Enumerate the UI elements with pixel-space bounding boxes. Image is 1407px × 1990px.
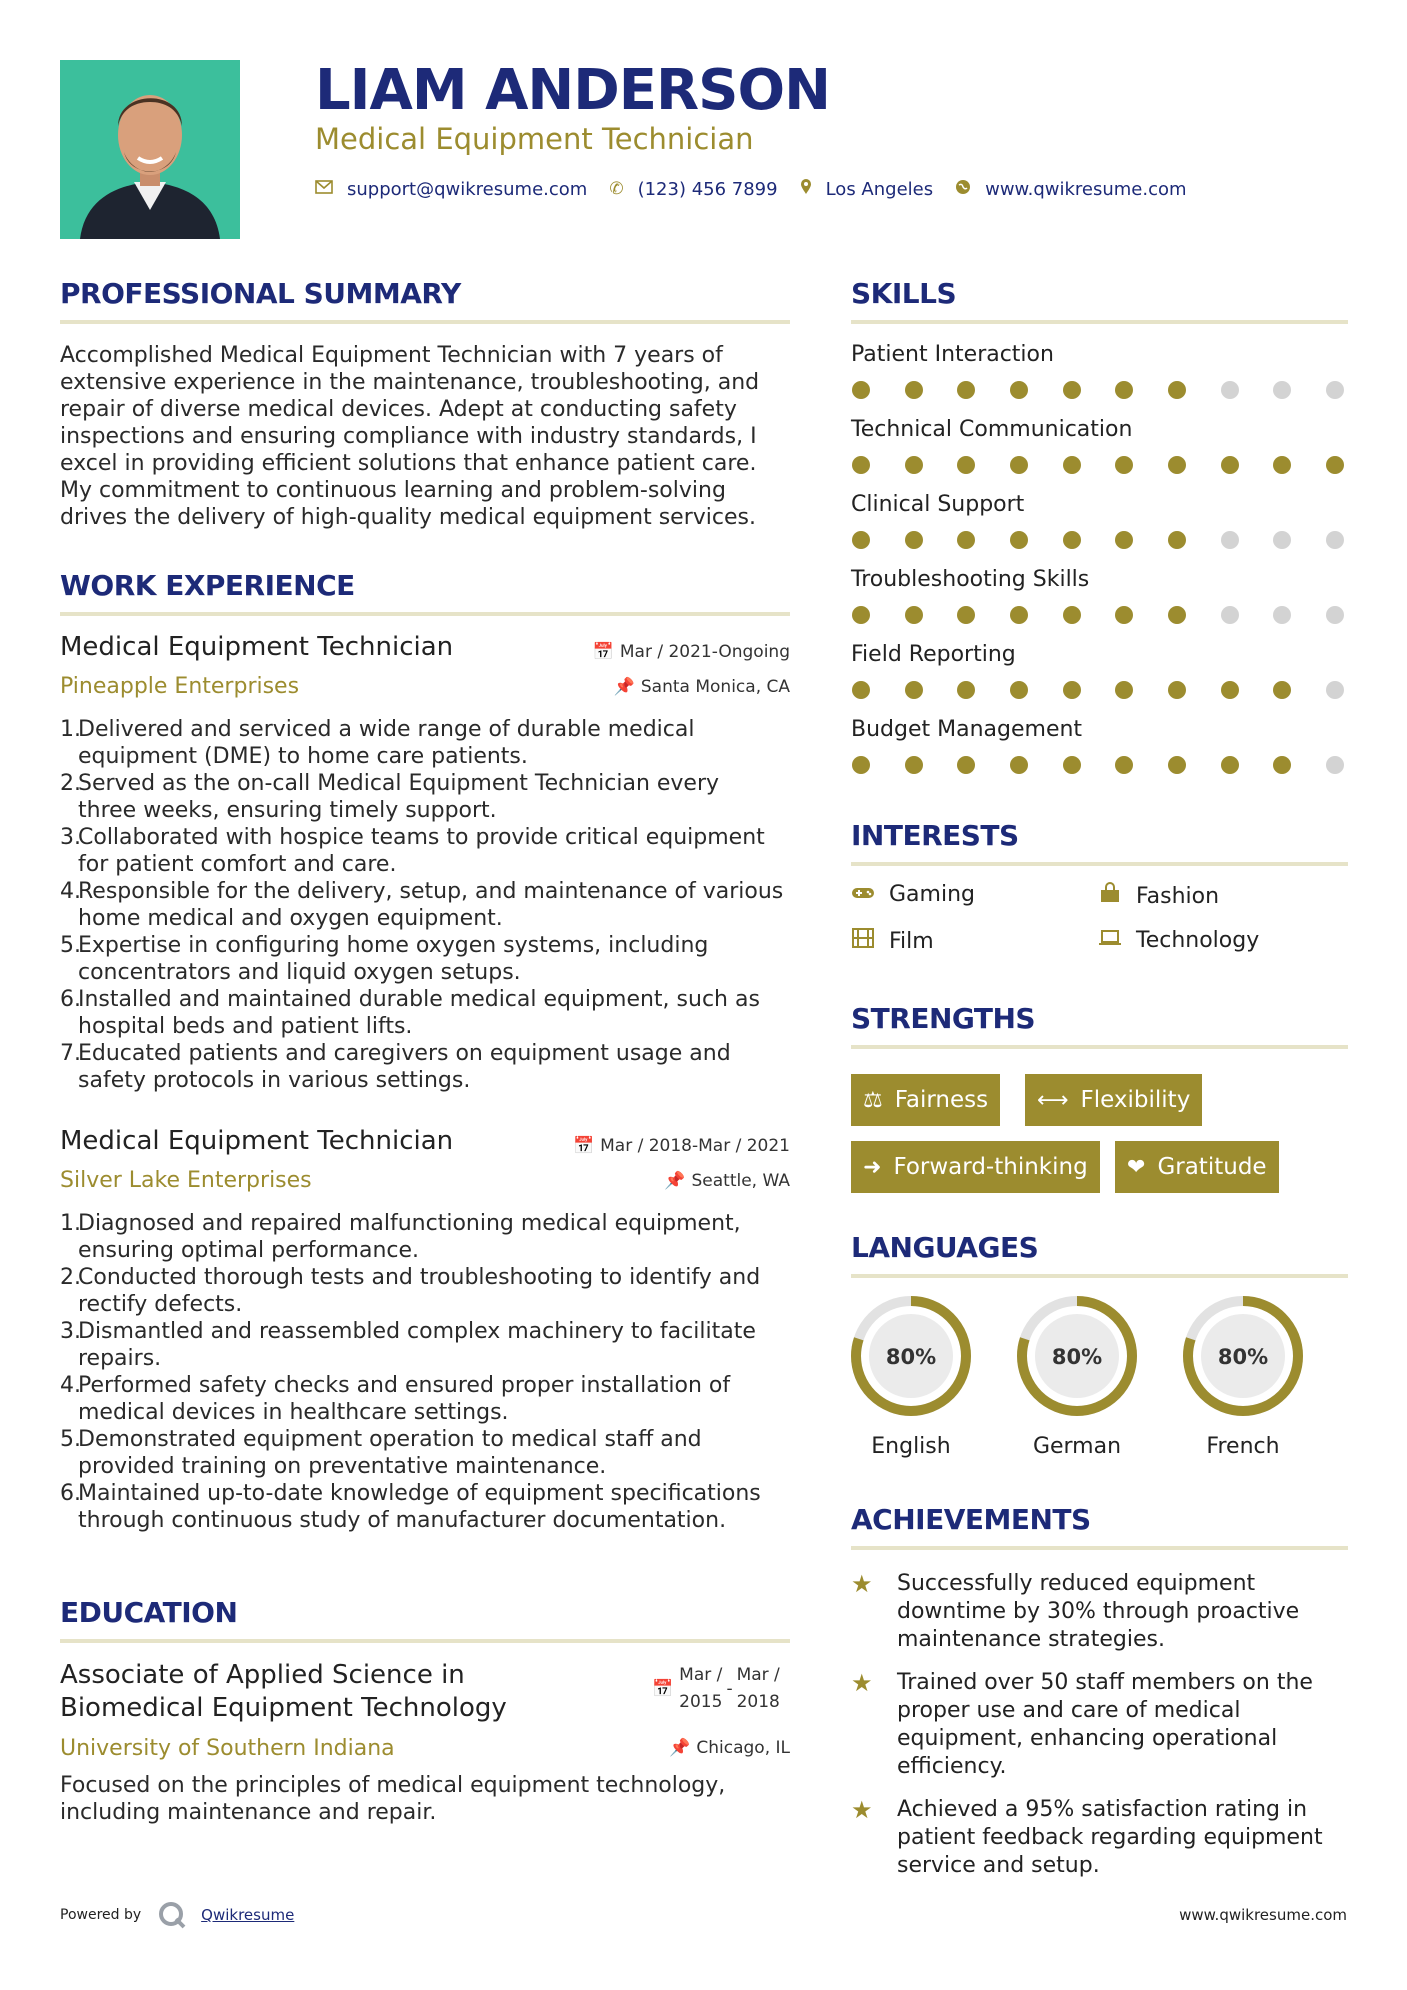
rating-dot-empty (1326, 531, 1344, 549)
strength-label: Gratitude (1157, 1154, 1267, 1180)
list-item: 4. Performed safety checks and ensured proper installation of medical devices in healthcare settings. (60, 1373, 731, 1425)
powered-by-text: Powered by (60, 1907, 142, 1923)
summary-line: repair of diverse medical devices. Adept at conducting safety (60, 397, 737, 422)
summary-line: extensive experience in the maintenance, troubleshooting, and (60, 370, 760, 395)
rating-dot-filled (852, 606, 870, 624)
rating-dot-filled (1168, 531, 1186, 549)
footer-website[interactable]: www.qwikresume.com (1179, 1906, 1347, 1924)
degree-line: Associate of Applied Science in (60, 1660, 465, 1690)
rating-dot-filled (905, 531, 923, 549)
qwikresume-logo-icon (157, 1900, 187, 1930)
interest-label: Film (889, 928, 934, 954)
interest-label: Technology (1136, 928, 1260, 953)
contact-phone[interactable] (609, 179, 777, 200)
avatar (60, 60, 240, 239)
achievement-item: ★ Achieved a 95% satisfaction rating in patient feedback regarding equipment service and setup. (851, 1796, 1323, 1878)
rating-dot-empty (1273, 381, 1291, 399)
language-percent: 80% (885, 1345, 937, 1369)
skills-heading: SKILLS (851, 277, 957, 310)
education-heading: EDUCATION (60, 1596, 238, 1629)
contact-bar (315, 178, 1209, 200)
rating-dot-empty (1326, 606, 1344, 624)
rating-dot-empty (1221, 381, 1239, 399)
skill-rating (852, 456, 1344, 474)
language-name: German (1032, 1434, 1122, 1459)
contact-website-text: www.qwikresume.com (985, 178, 1187, 200)
profile-photo (60, 60, 240, 239)
rating-dot-filled (1063, 606, 1081, 624)
work-divider (60, 612, 790, 616)
achievement-item: ★ Trained over 50 staff members on the proper use and care of medical equipment, enhancing operational efficiency. (851, 1669, 1313, 1779)
list-item: 7. Educated patients and caregivers on equipment usage and safety protocols in various settings. (60, 1041, 731, 1093)
calendar-icon: 📅 (652, 1678, 674, 1699)
summary-text (60, 342, 800, 531)
skill-name: Technical Communication (851, 417, 1133, 442)
summary-line: Accomplished Medical Equipment Technician with 7 years of (60, 343, 723, 368)
rating-dot-filled (1010, 456, 1028, 474)
list-item: 3. Collaborated with hospice teams to provide critical equipment for patient comfort and care. (60, 825, 765, 877)
education-dates: 📅 Mar / 2015 - Mar / 2018 (652, 1662, 780, 1716)
skill-rating (852, 381, 1344, 399)
skill-rating (852, 531, 1344, 549)
summary-heading: PROFESSIONAL SUMMARY (60, 277, 461, 310)
rating-dot-filled (1115, 381, 1133, 399)
skill-name: Patient Interaction (851, 342, 1054, 367)
brand-link[interactable]: Qwikresume (201, 1906, 295, 1924)
calendar-icon: 📅 (592, 642, 614, 662)
skill-rating (852, 681, 1344, 699)
list-item: 6. Installed and maintained durable medical equipment, such as hospital beds and patient lifts. (60, 987, 760, 1039)
rating-dot-filled (905, 381, 923, 399)
achievement-item: ★ Successfully reduced equipment downtime by 30% through proactive maintenance strategies. (851, 1570, 1300, 1652)
strength-fairness (851, 1074, 1000, 1126)
rating-dot-filled (1115, 531, 1133, 549)
rating-dot-filled (1168, 681, 1186, 699)
rating-dot-filled (957, 756, 975, 774)
star-icon: ★ (851, 1796, 873, 1824)
rating-dot-filled (1221, 681, 1239, 699)
candidate-title: Medical Equipment Technician (315, 122, 754, 156)
laptop-icon (1098, 928, 1122, 953)
education-description: Focused on the principles of medical equipment technology, including maintenance and repair. (60, 1773, 726, 1825)
achievements-divider (851, 1546, 1348, 1550)
education-end: Mar / 2018 (736, 1665, 780, 1712)
work-heading: WORK EXPERIENCE (60, 569, 355, 602)
star-icon: ★ (851, 1570, 873, 1598)
rating-dot-filled (1115, 456, 1133, 474)
heart-icon: ❤ (1127, 1154, 1146, 1180)
strength-forward-thinking (851, 1141, 1100, 1193)
language-ring (849, 1294, 973, 1418)
education-location-text: Chicago, IL (696, 1738, 790, 1758)
summary-divider (60, 320, 790, 324)
balance-scale-icon: ⚖ (863, 1087, 883, 1113)
language-name: French (1206, 1434, 1280, 1459)
rating-dot-filled (957, 456, 975, 474)
school-name: University of Southern Indiana (60, 1736, 395, 1761)
rating-dot-filled (1221, 756, 1239, 774)
languages-heading: LANGUAGES (851, 1231, 1039, 1264)
skill-name: Troubleshooting Skills (851, 567, 1090, 592)
job-1-dates-text: Mar / 2021-Ongoing (619, 642, 790, 662)
list-item: 6. Maintained up-to-date knowledge of equipment specifications through continuous study of manufacturer documentation. (60, 1481, 761, 1533)
summary-line: drives the delivery of high-quality medical equipment services. (60, 505, 756, 530)
rating-dot-filled (1273, 756, 1291, 774)
interests-heading: INTERESTS (851, 819, 1019, 852)
calendar-icon: 📅 (572, 1136, 595, 1156)
education-divider (60, 1639, 790, 1643)
rating-dot-empty (1326, 756, 1344, 774)
rating-dot-filled (852, 531, 870, 549)
rating-dot-empty (1273, 531, 1291, 549)
language-ring (1015, 1294, 1139, 1418)
job-2-location-text: Seattle, WA (691, 1171, 790, 1191)
pushpin-icon: 📌 (669, 1738, 691, 1758)
list-item: 1. Diagnosed and repaired malfunctioning medical equipment, ensuring optimal performance. (60, 1211, 741, 1263)
education-location (669, 1738, 790, 1758)
interest-gaming (851, 882, 975, 907)
list-item: 5. Expertise in configuring home oxygen systems, including concentrators and liquid oxygen setups. (60, 933, 709, 985)
arrow-right-icon: ➜ (863, 1154, 882, 1180)
language-name: English (871, 1434, 951, 1459)
rating-dot-filled (1273, 456, 1291, 474)
skill-name: Field Reporting (851, 642, 1016, 667)
rating-dot-filled (957, 381, 975, 399)
rating-dot-filled (1115, 681, 1133, 699)
strength-gratitude (1115, 1141, 1279, 1193)
star-icon: ★ (851, 1669, 873, 1697)
strengths-heading: STRENGTHS (851, 1002, 1036, 1035)
language-german (1015, 1294, 1139, 1459)
interests-divider (851, 862, 1348, 866)
candidate-name: LIAM ANDERSON (315, 58, 830, 123)
rating-dot-filled (1168, 456, 1186, 474)
rating-dot-filled (1063, 381, 1081, 399)
map-pin-icon (800, 178, 812, 200)
skill-rating (852, 756, 1344, 774)
achievements-heading: ACHIEVEMENTS (851, 1503, 1091, 1536)
rating-dot-filled (905, 606, 923, 624)
rating-dot-filled (1168, 606, 1186, 624)
rating-dot-filled (1010, 531, 1028, 549)
rating-dot-filled (1168, 381, 1186, 399)
rating-dot-filled (957, 531, 975, 549)
rating-dot-empty (1221, 606, 1239, 624)
list-item: 2. Conducted thorough tests and troubleshooting to identify and rectify defects. (60, 1265, 761, 1317)
gamepad-icon (851, 882, 875, 907)
list-item: 2. Served as the on-call Medical Equipment Technician every three weeks, ensuring timely support. (60, 771, 720, 823)
rating-dot-filled (905, 756, 923, 774)
list-item: 4. Responsible for the delivery, setup, and maintenance of various home medical and oxygen equipment. (60, 879, 784, 931)
shopping-bag-icon (1098, 882, 1122, 910)
list-item: 3. Dismantled and reassembled complex machinery to facilitate repairs. (60, 1319, 756, 1371)
rating-dot-filled (1221, 456, 1239, 474)
job-2-location (664, 1171, 790, 1191)
summary-line: excel in providing efficient solutions that enhance patient care. (60, 451, 757, 476)
rating-dot-filled (852, 456, 870, 474)
job-1-company: Pineapple Enterprises (60, 674, 300, 699)
interest-film (851, 928, 934, 954)
rating-dot-filled (905, 456, 923, 474)
rating-dot-filled (1063, 456, 1081, 474)
skills-divider (851, 320, 1348, 324)
strength-label: Forward-thinking (893, 1154, 1088, 1180)
interest-label: Gaming (889, 882, 975, 907)
job-1-duties (60, 716, 800, 1094)
contact-phone-text: (123) 456 7899 (637, 178, 778, 200)
globe-icon (955, 179, 971, 200)
languages-divider (851, 1274, 1348, 1278)
job-2-dates (573, 1136, 790, 1156)
contact-website[interactable] (955, 179, 1186, 200)
contact-email[interactable] (315, 179, 587, 200)
rating-dot-filled (957, 681, 975, 699)
list-item: 5. Demonstrated equipment operation to medical staff and provided training on preventative maintenance. (60, 1427, 702, 1479)
rating-dot-filled (1326, 456, 1344, 474)
job-2-duties (60, 1210, 800, 1534)
interest-technology (1098, 928, 1259, 953)
degree-title (60, 1659, 507, 1725)
rating-dot-filled (852, 756, 870, 774)
language-english (849, 1294, 973, 1459)
language-percent: 80% (1051, 1345, 1103, 1369)
language-french (1181, 1294, 1305, 1459)
summary-line: inspections and ensuring compliance with industry standards, I (60, 424, 757, 449)
film-icon (851, 928, 875, 954)
rating-dot-filled (1063, 531, 1081, 549)
rating-dot-filled (1063, 681, 1081, 699)
arrows-horizontal-icon: ⟷ (1037, 1087, 1069, 1113)
rating-dot-filled (1115, 756, 1133, 774)
rating-dot-filled (905, 681, 923, 699)
strengths-divider (851, 1045, 1348, 1049)
rating-dot-filled (1115, 606, 1133, 624)
interest-label: Fashion (1136, 883, 1220, 909)
rating-dot-filled (1010, 681, 1028, 699)
interest-fashion (1098, 882, 1219, 910)
job-2-company: Silver Lake Enterprises (60, 1168, 312, 1193)
summary-line: My commitment to continuous learning and problem-solving (60, 478, 726, 503)
envelope-icon (315, 179, 333, 199)
rating-dot-filled (1010, 756, 1028, 774)
rating-dot-empty (1326, 681, 1344, 699)
rating-dot-filled (1168, 756, 1186, 774)
job-2-title: Medical Equipment Technician (60, 1126, 454, 1156)
rating-dot-filled (1273, 681, 1291, 699)
contact-location (800, 178, 934, 200)
job-1-dates (593, 642, 790, 662)
strength-flexibility (1025, 1074, 1202, 1126)
rating-dot-empty (1273, 606, 1291, 624)
degree-line: Biomedical Equipment Technology (60, 1693, 507, 1723)
rating-dot-filled (1010, 381, 1028, 399)
job-1-location (614, 677, 790, 697)
phone-icon: ✆ (609, 179, 624, 199)
skill-name: Budget Management (851, 717, 1083, 742)
pushpin-icon: 📌 (664, 1171, 686, 1191)
rating-dot-filled (1010, 606, 1028, 624)
education-start: Mar / 2015 (679, 1665, 723, 1712)
contact-email-text: support@qwikresume.com (347, 178, 588, 200)
pushpin-icon: 📌 (613, 677, 635, 697)
rating-dot-filled (852, 381, 870, 399)
job-1-title: Medical Equipment Technician (60, 632, 454, 662)
list-item: 1. Delivered and serviced a wide range of durable medical equipment (DME) to home care patients. (60, 717, 695, 769)
language-percent: 80% (1217, 1345, 1269, 1369)
footer-powered-by (60, 1900, 294, 1930)
rating-dot-empty (1221, 531, 1239, 549)
strength-label: Fairness (894, 1087, 989, 1113)
language-ring (1181, 1294, 1305, 1418)
rating-dot-filled (1063, 756, 1081, 774)
rating-dot-filled (957, 606, 975, 624)
rating-dot-filled (852, 681, 870, 699)
strength-label: Flexibility (1080, 1087, 1191, 1113)
contact-location-text: Los Angeles (825, 178, 934, 200)
job-2-dates-text: Mar / 2018-Mar / 2021 (600, 1136, 790, 1156)
skill-name: Clinical Support (851, 492, 1025, 517)
rating-dot-empty (1326, 381, 1344, 399)
skill-rating (852, 606, 1344, 624)
job-1-location-text: Santa Monica, CA (640, 677, 790, 697)
